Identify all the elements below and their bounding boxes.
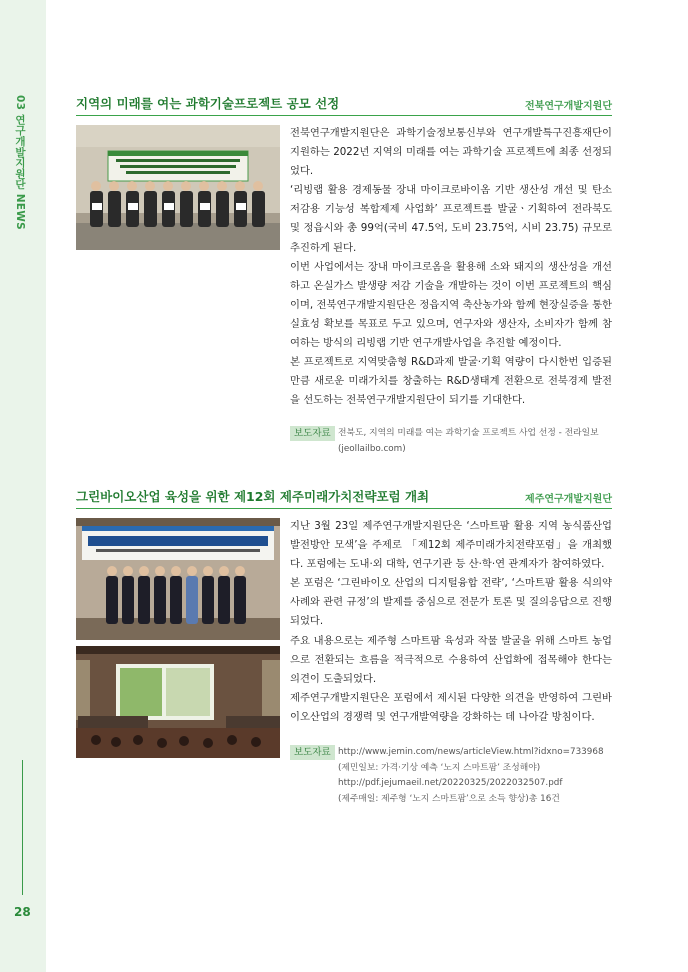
section1-paragraph: 본 프로젝트로 지역맞춤형 R&D과제 발굴·기획 역량이 다시한번 입증된만큼 새로운 미래가치를 창출하는 R&D생태계 전환으로 전북경제 발전을 선도하는 전북연구개발지원단이 되기를 기대한다. — [290, 356, 612, 407]
section2-press — [290, 745, 612, 809]
section2-header — [76, 485, 612, 509]
section2-photo-group — [76, 518, 280, 640]
section2-paragraph: 주요 내용으로는 제주형 스마트팜 육성과 작물 발굴을 위해 스마트 농업으로 전환되는 흐름을 적극적으로 수용하여 산업화에 접목해야 한다는 의견이 도출되었다. — [290, 634, 612, 685]
press-link[interactable]: (제주매일: 제주형 ‘노지 스마트팜’으로 소득 향상)총 16건 — [338, 793, 560, 804]
press-link[interactable]: (jeollailbo.com) — [338, 443, 406, 454]
press-link[interactable]: 전북도, 지역의 미래를 여는 과학기술 프로젝트 사업 선정 - 전라일보 — [338, 428, 599, 438]
press-link[interactable]: http://pdf.jejumaeil.net/20220325/20220325​07.pdf — [338, 778, 563, 788]
press-badge: 보도자료 — [290, 426, 335, 441]
section1-header — [76, 92, 612, 116]
press-link[interactable]: (제민일보: 가격·기상 예측 ‘노지 스마트팜’ 조성해야) — [338, 762, 541, 773]
press-link[interactable]: http://www.jemin.com/news/articleView.html?idxno=733968 — [338, 747, 604, 757]
section1-paragraph: ‘리빙랩 활용 경제동물 장내 마이크로바이옴 기반 생산성 개선 및 탄소 저감용 기능성 복합제제 사업화’ 프로젝트를 발굴ㆍ기획하여 전라북도 및 정읍시와 총 99억(국비 47.5억, 도비 23.75억, 시비 23.75) 규모로 추진하게 된다. — [290, 184, 612, 254]
section2-body — [290, 517, 612, 727]
section1-title: 지역의 미래를 여는 과학기술프로젝트 공모 선정 — [76, 96, 340, 111]
section1-paragraph: 전북연구개발지원단은 과학기술정보통신부와 연구개발특구진흥재단이 지원하는 2022년 지역의 미래를 여는 과학기술 프로젝트에 최종 선정되었다. — [290, 127, 612, 178]
section1-agency: 전북연구개발지원단 — [525, 101, 612, 112]
sidebar-divider — [22, 760, 23, 895]
press-badge: 보도자료 — [290, 745, 335, 760]
section2-paragraph: 지난 3월 23일 제주연구개발지원단은 ‘스마트팜 활용 지역 농식품산업 발전방안 모색’을 주제로 「제12회 제주미래가치전략포럼」을 개최했다. 포럼에는 도내·외 대학, 연구기관 등 산·학·연 관계자가 참여하였다. — [290, 520, 612, 571]
section1-press — [290, 426, 612, 458]
section2-paragraph: 제주연구개발지원단은 포럼에서 제시된 다양한 의견을 반영하여 그린바이오산업의 경쟁력 및 연구개발역량을 강화하는 데 나아갈 방침이다. — [290, 691, 612, 723]
section1-photo — [76, 125, 280, 250]
section1-body — [290, 124, 612, 410]
section2-agency: 제주연구개발지원단 — [525, 494, 612, 505]
section2-title: 그린바이오산업 육성을 위한 제12회 제주미래가치전략포럼 개최 — [76, 489, 430, 504]
section-label: 03 연구개발지원단 NEWS — [14, 95, 26, 231]
section1-paragraph: 이번 사업에서는 장내 마이크로옴을 활용해 소와 돼지의 생산성을 개선하고 온실가스 발생량 저감 기술을 개발하는 것이 이번 프로젝트의 핵심이며, 전북연구개발지원단은 정읍지역 축산농가와 함께 현장실증을 통한 실효성 확보를 목표로 두고 있으며, 연구자와 생산자, 소비자가 함께 참여하는 방식의 리빙랩 기반 연구개발사업을 추진할 예정이다. — [290, 260, 612, 350]
page-number: 28 — [14, 905, 31, 919]
section2-paragraph: 본 포럼은 ‘그린바이오 산업의 디지털융합 전략’, ‘스마트팜 활용 식의약 사례와 관련 규정’의 발제를 중심으로 전문가 토론 및 질의응답으로 진행되었다. — [290, 577, 612, 628]
section2-photo-forum — [76, 646, 280, 758]
